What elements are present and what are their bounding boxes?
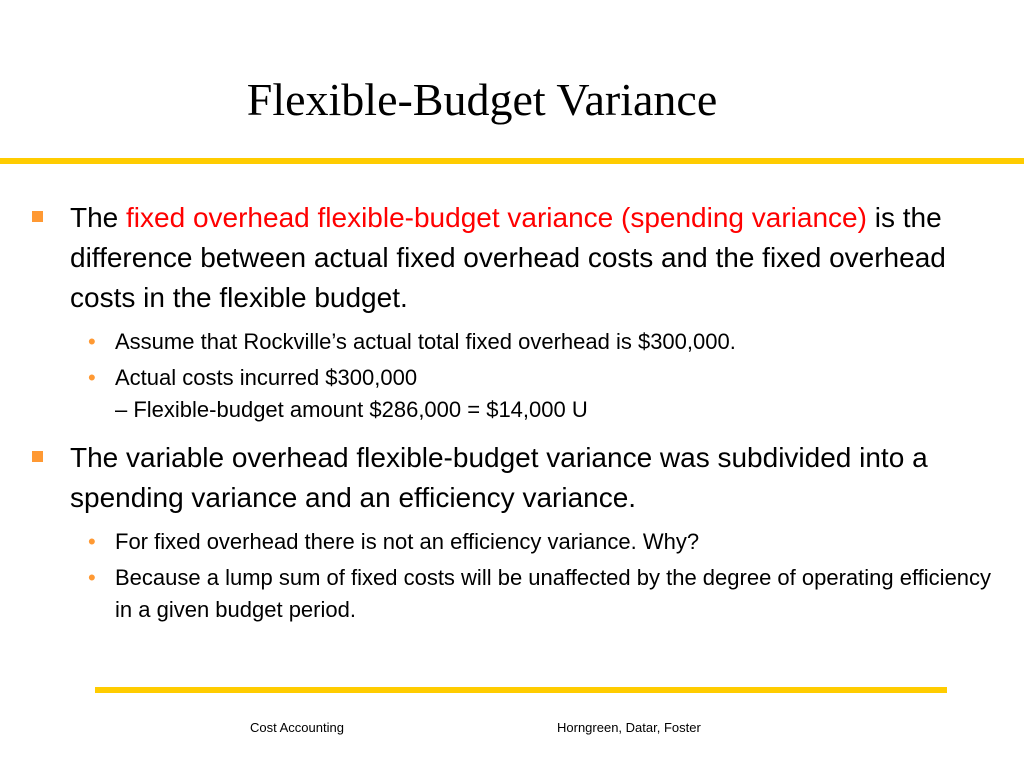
bullet-2-sub-1-text: For fixed overhead there is not an efficiency variance. Why?: [115, 529, 700, 554]
bullet-2: [30, 438, 1010, 518]
bullet-1-sub-1: [30, 326, 1010, 358]
bullet-1-sub-2-line-2: – Flexible-budget amount $286,000 = $14,000 U: [115, 397, 588, 422]
dot-bullet-icon: •: [88, 529, 96, 554]
bullet-1-highlight: fixed overhead flexible-budget variance (spending variance): [126, 202, 867, 233]
bullet-1-sub-1-text: Assume that Rockville’s actual total fixed overhead is $300,000.: [115, 329, 736, 354]
dot-bullet-icon: •: [88, 565, 96, 590]
slide-title: Flexible-Budget Variance: [246, 74, 718, 125]
bullet-2-sub-2: [30, 562, 1010, 626]
footer-authors: Horngreen, Datar, Foster: [557, 720, 701, 735]
bullet-1-sub-2-line-1: Actual costs incurred $300,000: [115, 365, 418, 390]
slide-body: [30, 198, 1010, 630]
bullet-2-sub-2-text: Because a lump sum of fixed costs will be unaffected by the degree of operating efficiency in a given budget period.: [115, 565, 992, 622]
bullet-2-text: The variable overhead flexible-budget variance was subdivided into a spending variance and an efficiency variance.: [70, 442, 928, 513]
bullet-2-sub-1: [30, 526, 1010, 558]
square-bullet-icon: [32, 211, 43, 222]
dot-bullet-icon: •: [88, 329, 96, 354]
title-underline-rule: [0, 158, 1024, 164]
dot-bullet-icon: •: [88, 365, 96, 390]
footer-rule: [95, 687, 947, 693]
bullet-1: [30, 198, 1010, 318]
footer-course: Cost Accounting: [250, 720, 344, 735]
bullet-1-sub-2: [30, 362, 1010, 426]
square-bullet-icon: [32, 451, 43, 462]
bullet-1-lead: The: [70, 202, 127, 233]
bullet-1-rest: is the difference between actual fixed overhead costs and the fixed overhead costs in the flexible budget.: [70, 202, 946, 313]
